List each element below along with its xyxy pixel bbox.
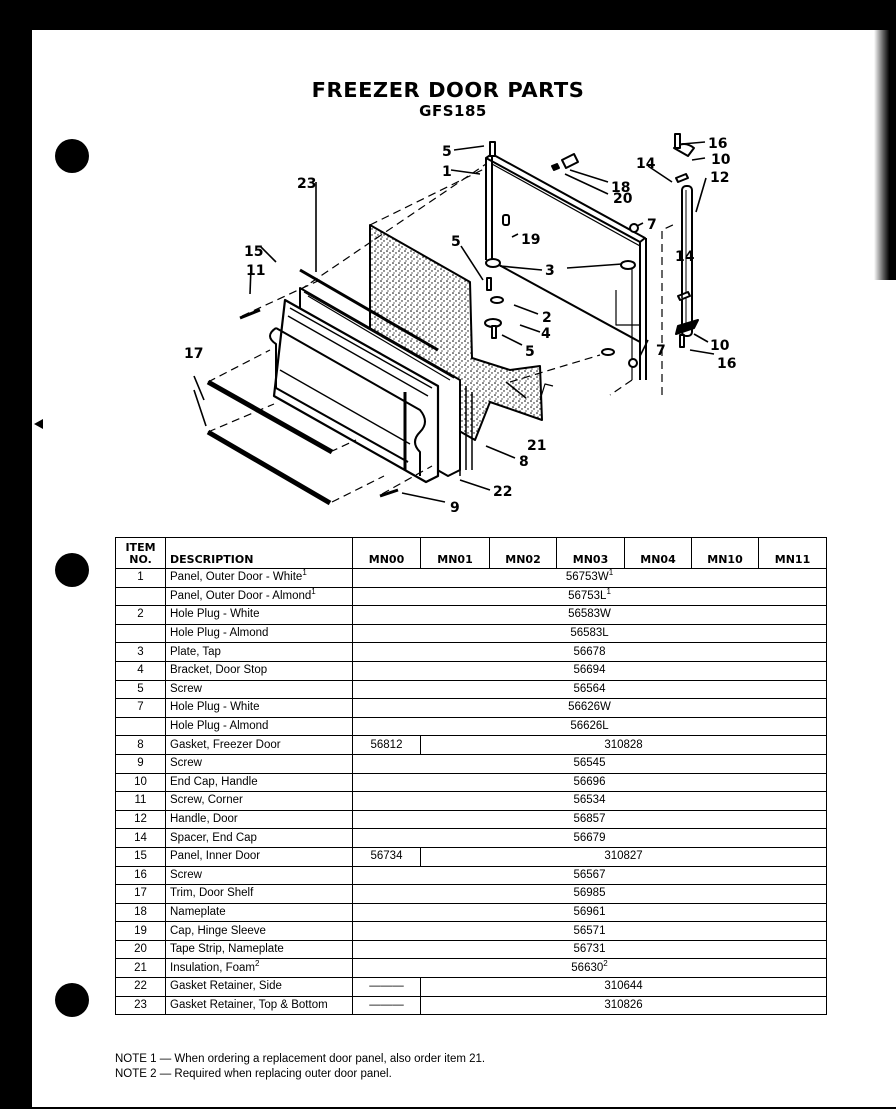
part-description: [166, 569, 353, 588]
part-description: [166, 996, 353, 1015]
item-number: 3: [116, 643, 166, 662]
part-number-text: 56694: [573, 664, 606, 677]
footnote-ref: 1: [606, 587, 611, 596]
punch-hole-bottom: [55, 983, 89, 1017]
part-description: [166, 922, 353, 941]
description-text: End Cap, Handle: [170, 775, 258, 788]
part-number-mn00: 56734: [353, 847, 421, 866]
part-number-mn00: ———: [353, 996, 421, 1015]
punch-hole-middle: [55, 553, 89, 587]
footnote-ref: 2: [603, 958, 608, 968]
part-description: [166, 643, 353, 662]
description-text: Gasket, Freezer Door: [170, 738, 281, 751]
part-number: [353, 699, 827, 718]
item-number: 17: [116, 885, 166, 904]
part-number-text: 56696: [573, 775, 606, 788]
page-title: FREEZER DOOR PARTS: [311, 78, 585, 102]
description-text: Panel, Outer Door - White: [170, 571, 303, 584]
description-text: Gasket Retainer, Side: [170, 980, 282, 993]
part-number-text: 56534: [573, 794, 606, 807]
header-mn11: MN11: [759, 538, 827, 569]
item-number: 14: [116, 829, 166, 848]
part-number-text: 56731: [573, 943, 606, 956]
part-number-text: 56571: [573, 924, 606, 937]
svg-text:5: 5: [442, 144, 452, 160]
table-row: [116, 699, 827, 718]
item-number: 11: [116, 792, 166, 811]
item-number: 4: [116, 661, 166, 680]
item-number: 23: [116, 996, 166, 1015]
part-number: [353, 810, 827, 829]
table-row: [116, 606, 827, 625]
part-number-text: 310828: [604, 738, 643, 751]
part-description: [166, 736, 353, 755]
table-row: [116, 940, 827, 959]
part-number-text: 56583L: [570, 627, 609, 640]
svg-text:3: 3: [545, 263, 555, 279]
note-1: NOTE 1 — When ordering a replacement door panel, also order item 21.: [115, 1053, 486, 1065]
svg-text:12: 12: [710, 170, 730, 186]
part-number: [421, 847, 827, 866]
part-description: [166, 866, 353, 885]
description-text: Screw: [170, 757, 202, 770]
table-row: [116, 866, 827, 885]
description-text: Spacer, End Cap: [170, 831, 257, 844]
part-number-text: 56545: [573, 757, 606, 770]
description-text: Handle, Door: [170, 813, 238, 826]
part-number-text: 310826: [604, 998, 643, 1011]
table-row: [116, 643, 827, 662]
description-text: Insulation, Foam: [170, 961, 256, 974]
description-text: Panel, Outer Door - Almond: [170, 589, 312, 602]
item-number: 22: [116, 978, 166, 997]
part-description: [166, 773, 353, 792]
header-item-no: [116, 538, 166, 569]
description-text: Plate, Tap: [170, 645, 221, 658]
part-description: [166, 754, 353, 773]
part-number-text: 56857: [573, 813, 606, 826]
svg-text:4: 4: [541, 326, 551, 342]
table-row: [116, 736, 827, 755]
part-number-text: 310827: [604, 850, 643, 863]
item-number: 20: [116, 940, 166, 959]
header-item-line2: NO.: [129, 553, 152, 566]
part-number-text: 56626W: [568, 701, 611, 714]
description-text: Tape Strip, Nameplate: [170, 943, 284, 956]
part-description: [166, 587, 353, 606]
description-text: Screw, Corner: [170, 794, 243, 807]
description-text: Cap, Hinge Sleeve: [170, 924, 266, 937]
item-number: 5: [116, 680, 166, 699]
table-row: [116, 624, 827, 643]
part-number-text: 56961: [573, 905, 606, 918]
part-description: [166, 661, 353, 680]
part-number: [353, 829, 827, 848]
svg-text:7: 7: [656, 343, 666, 359]
table-row: [116, 847, 827, 866]
part-number-mn00: ———: [353, 978, 421, 997]
header-description: DESCRIPTION: [166, 538, 353, 569]
part-number: [353, 885, 827, 904]
part-description: [166, 717, 353, 736]
header-mn01: MN01: [421, 538, 490, 569]
footnote-ref: 1: [302, 568, 307, 578]
description-text: Trim, Door Shelf: [170, 887, 254, 900]
svg-text:19: 19: [521, 232, 541, 248]
svg-text:18: 18: [611, 180, 631, 196]
item-number: 9: [116, 754, 166, 773]
svg-text:9: 9: [450, 500, 460, 516]
item-number: 8: [116, 736, 166, 755]
model-number: GFS185: [419, 102, 487, 120]
item-number: 19: [116, 922, 166, 941]
header-mn04: MN04: [625, 538, 692, 569]
part-number: [353, 959, 827, 978]
footnote-ref: 1: [608, 568, 614, 578]
header-mn00: MN00: [353, 538, 421, 569]
part-description: [166, 792, 353, 811]
part-number-text: 56630: [571, 961, 604, 974]
part-description: [166, 959, 353, 978]
item-number: 1: [116, 569, 166, 588]
item-number: 18: [116, 903, 166, 922]
part-number-text: 56626L: [570, 720, 609, 733]
svg-text:10: 10: [710, 338, 730, 354]
item-number: 15: [116, 847, 166, 866]
description-text: Screw: [170, 868, 202, 881]
svg-text:5: 5: [451, 234, 461, 250]
svg-text:14: 14: [675, 249, 695, 265]
part-description: [166, 624, 353, 643]
svg-text:8: 8: [519, 454, 529, 470]
item-number: 21: [116, 959, 166, 978]
item-number: 10: [116, 773, 166, 792]
part-number: [353, 866, 827, 885]
item-number: 7: [116, 699, 166, 718]
item-number: 2: [116, 606, 166, 625]
part-number-mn00: 56812: [353, 736, 421, 755]
svg-text:1: 1: [442, 164, 452, 180]
table-row: [116, 829, 827, 848]
part-number: [353, 940, 827, 959]
part-description: [166, 940, 353, 959]
table-row: [116, 773, 827, 792]
description-text: Hole Plug - White: [170, 701, 260, 714]
parts-table-body: [116, 569, 827, 1015]
svg-text:11: 11: [246, 263, 266, 279]
part-number: [353, 792, 827, 811]
part-description: [166, 847, 353, 866]
header-mn10: MN10: [692, 538, 759, 569]
description-text: Hole Plug - Almond: [170, 720, 269, 733]
item-number: [116, 717, 166, 736]
description-text: Hole Plug - Almond: [170, 627, 269, 640]
item-number: 16: [116, 866, 166, 885]
part-number: [353, 903, 827, 922]
footnotes: [115, 1052, 485, 1082]
parts-table: [115, 537, 827, 1015]
part-number-text: 56564: [573, 682, 606, 695]
part-description: [166, 810, 353, 829]
description-text: Panel, Inner Door: [170, 850, 261, 863]
part-description: [166, 903, 353, 922]
item-number: [116, 587, 166, 606]
part-description: [166, 978, 353, 997]
part-description: [166, 606, 353, 625]
table-row: [116, 959, 827, 978]
part-number: [353, 754, 827, 773]
svg-text:22: 22: [493, 484, 513, 500]
part-number-text: 56679: [573, 831, 606, 844]
svg-text:23: 23: [297, 176, 317, 192]
svg-text:5: 5: [525, 344, 535, 360]
table-row: [116, 587, 827, 606]
table-row: [116, 885, 827, 904]
svg-text:17: 17: [184, 346, 204, 362]
scan-shadow: [874, 30, 896, 280]
part-number: [421, 736, 827, 755]
header-mn03: MN03: [557, 538, 625, 569]
part-number: [353, 624, 827, 643]
part-number-text: 310644: [604, 980, 643, 993]
svg-text:16: 16: [717, 356, 737, 372]
svg-text:7: 7: [647, 217, 657, 233]
part-number: [421, 996, 827, 1015]
table-row: [116, 903, 827, 922]
part-number: [353, 587, 827, 606]
part-number-text: 56753L: [568, 589, 607, 602]
description-text: Hole Plug - White: [170, 608, 260, 621]
item-number: [116, 624, 166, 643]
part-number-text: 56985: [573, 887, 606, 900]
part-description: [166, 885, 353, 904]
table-row: [116, 922, 827, 941]
footnote-ref: 1: [311, 587, 316, 596]
exploded-parts-diagram: [170, 130, 770, 520]
table-row: [116, 978, 827, 997]
item-number: 12: [116, 810, 166, 829]
part-description: [166, 680, 353, 699]
part-number: [353, 569, 827, 588]
part-description: [166, 829, 353, 848]
table-row: [116, 810, 827, 829]
svg-text:15: 15: [244, 244, 264, 260]
table-row: [116, 754, 827, 773]
part-number: [353, 717, 827, 736]
header-item-line1: ITEM: [125, 541, 156, 554]
part-number: [353, 643, 827, 662]
header-mn02: MN02: [490, 538, 557, 569]
part-number-text: 56567: [573, 868, 606, 881]
part-number: [353, 606, 827, 625]
table-row: [116, 996, 827, 1015]
description-text: Gasket Retainer, Top & Bottom: [170, 998, 328, 1011]
punch-hole-top: [55, 139, 89, 173]
table-row: [116, 569, 827, 588]
description-text: Screw: [170, 682, 202, 695]
part-number: [353, 922, 827, 941]
table-row: [116, 792, 827, 811]
note-2: NOTE 2 — Required when replacing outer door panel.: [115, 1068, 392, 1080]
part-description: [166, 699, 353, 718]
table-row: [116, 661, 827, 680]
description-text: Nameplate: [170, 905, 226, 918]
part-number-text: 56678: [573, 645, 606, 658]
part-number: [353, 680, 827, 699]
part-number: [421, 978, 827, 997]
svg-text:21: 21: [527, 438, 547, 454]
description-text: Bracket, Door Stop: [170, 664, 268, 677]
table-header-row: [116, 538, 827, 569]
svg-text:16: 16: [708, 136, 728, 152]
part-number: [353, 773, 827, 792]
part-number-text: 56753W: [565, 571, 609, 584]
part-number-text: 56583W: [568, 608, 611, 621]
svg-text:14: 14: [636, 156, 656, 172]
margin-arrow-mark: [34, 419, 43, 429]
svg-text:2: 2: [542, 310, 552, 326]
table-row: [116, 717, 827, 736]
footnote-ref: 2: [255, 958, 260, 968]
svg-text:20: 20: [613, 191, 633, 207]
svg-text:10: 10: [711, 152, 731, 168]
part-number: [353, 661, 827, 680]
table-row: [116, 680, 827, 699]
